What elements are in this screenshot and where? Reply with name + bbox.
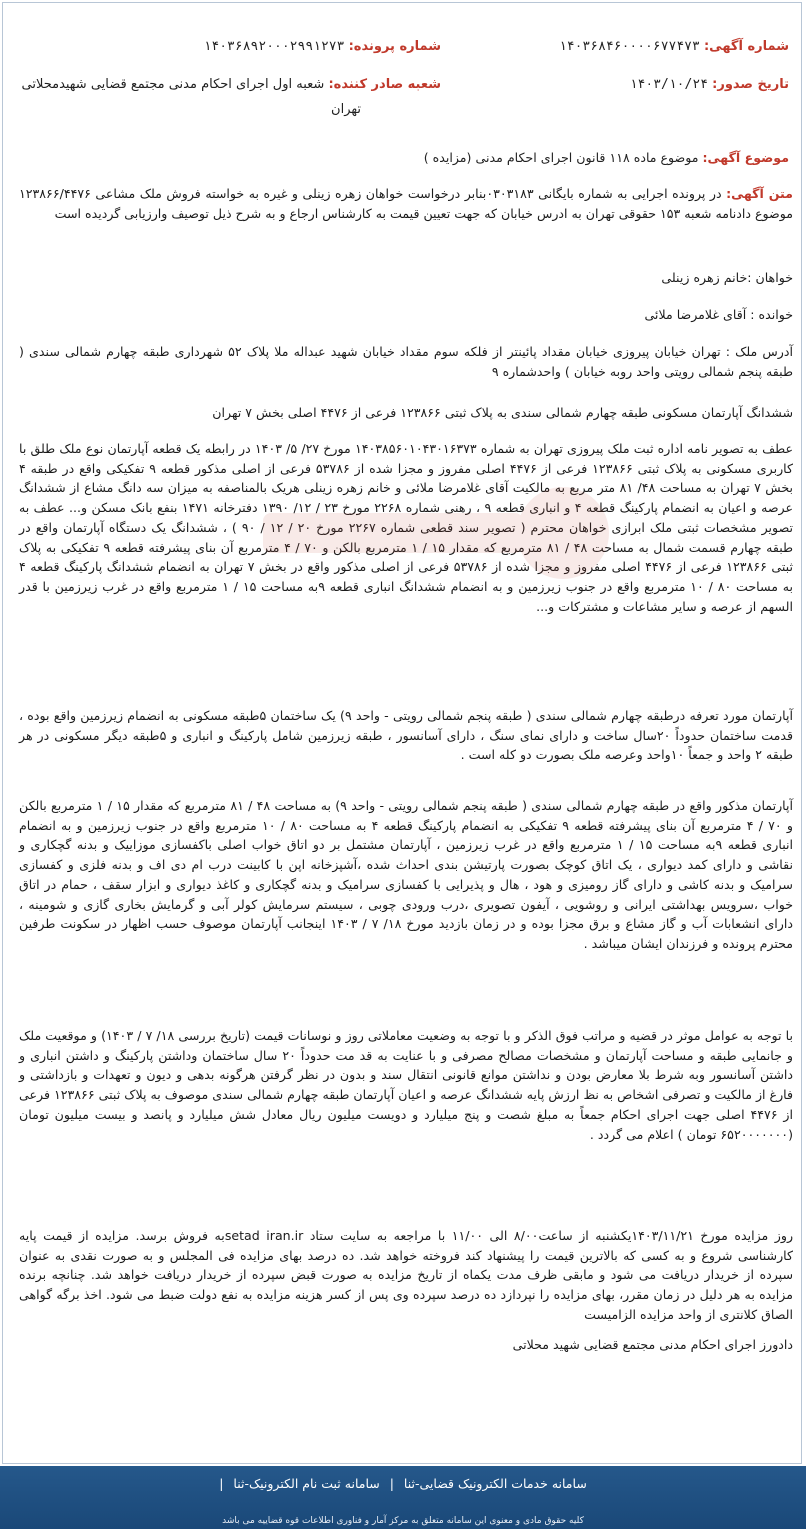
ad-number-row [559, 39, 789, 54]
apartment-paragraph: آپارتمان مذکور واقع در طبقه چهارم شمالی سندی ( طبقه پنجم شمالی رویتی - واحد ۹) به مساحت ۴۸ / ۸۱ مترمربع که مقدار ۱۵ / ۱ مترمربع بالکن و ۷۰ / ۴ مترمربع آن بنای پیشرفته قطعه ۹ تفکیکی به انضمام پارکینگ قطعه ۴ به مساحت ۸۰ / ۱۰ مترمربع واقع در جنوب زیرزمین و به انضمام انباری قطعه ۹به مساحت ۱۵ / ۱ مترمربع واقع در غرب زیرزمین ، آپارتمان مشتمل بر دو اتاق خواب اصلی باکفسازی موزاییک و بدنه گچکاری و نقاشی و دارای کمد دیواری ، یک اتاق کوچک بصورت پارتیشن بندی احداث شده ،آشپزخانه اپن با کابینت درب ام دی اف و بدنه فلزی و کفسازی سرامیک و بدنه کاشی و دارای گاز رومیزی و هود ، هال و پذیرایی با کفسازی سرامیک و بدنه گچکاری و کاغذ دیواری و ابزار سقف ، حمام در اتاق خواب ،سرویس بهداشتی ایرانی و روشویی ، آیفون تصویری ،درب ورودی چوبی ، سیستم سرمایش کولر آبی و گرمایش بخاری گازی و شومینه ، دارای انشعابات آب و گاز مشاع و برق مجزا بوده و در زمان بازدید مورخ ۱۸/ ۷ / ۱۴۰۳ اینجانب آپارتمان موصوف حسب اظهار در سکونت طرفین محترم پرونده و فرزندان ایشان میباشد . [19, 798, 794, 951]
notice-document [2, 2, 802, 1464]
issue-date-label: تاریخ صدور: [712, 77, 789, 92]
ad-number-label: شماره آگهی: [703, 39, 789, 54]
footer-links [0, 1476, 806, 1491]
case-number-label: شماره پرونده: [348, 39, 441, 54]
footer-link-sana-register[interactable]: سامانه ثبت نام الکترونیک-ثنا [233, 1476, 380, 1491]
issue-date-row [630, 77, 789, 92]
property-share: ششدانگ آپارتمان مسکونی طبقه چهارم شمالی سندی به پلاک ثبتی ۱۲۳۸۶۶ فرعی از ۴۴۷۶ اصلی بخش ۷ تهران [212, 405, 793, 420]
signature: دادورز اجرای احکام مدنی مجتمع قضایی شهید محلاتی [512, 1337, 793, 1352]
footer-copyright: کلیه حقوق مادی و معنوی این سامانه متعلق به مرکز آمار و فناوری اطلاعات قوه قضاییه می باشد [222, 1516, 584, 1526]
property-address: آدرس ملک : تهران خیابان پیروزی خیابان مقداد پائینتر از فلکه سوم مقداد خیابان شهید عبداله ملا پلاک ۵۲ شهرداری طبقه چهارم شمالی سندی ( طبقه پنجم شمالی رویتی واحد روبه خیابان ) واحدشماره ۹ [19, 344, 793, 379]
building-paragraph: آپارتمان مورد تعرفه درطبقه چهارم شمالی سندی ( طبقه پنجم شمالی رویتی - واحد ۹) یک ساختمان ۵طبقه مسکونی به انضمام زیرزمین واقع بوده ، قدمت ساختمان حدوداً ۲۰سال ساخت و دارای نمای سنگ ، دارای آسانسور ، طبقه زیرزمین شامل پارکینگ و انباری و ۵طبقه دیگر مسکونی در هر طبقه ۲ واحد و جمعاً ۱۰واحد وعرصه ملک بصورت دو کله است . [19, 708, 793, 763]
footer-separator: | [389, 1476, 394, 1491]
auction-paragraph: روز مزایده مورخ ۱۴۰۳/۱۱/۲۱یکشنبه از ساعت۸/۰۰ الی ۱۱/۰۰ با مراجعه به سایت ستاد setad iran.irبه فروش برسد. مزایده از قیمت پایه کارشناسی شروع و به کسی که بالاترین قیمت را پیشنهاد کند فروخته خواهد شد. ده درصد بهای مزایده فی المجلس و به صورت نقدی به عنوان سپرده از خریدار دریافت می شود و مابقی ظرف مدت یکماه از تاریخ مزایده به صورت قبض سپرده از خریدار دریافت خواهد شد. چنانچه برنده مزایده به هر دلیل در زمان مقرر، بهای مزایده را نپردازد ده درصد سپرده وی پس از کسر هزینه مزایده به نفع دولت ضبط می شود. اخذ برگه گواهی الصاق کلانتری از واحد مزایده الزامیست [19, 1228, 794, 1322]
body-intro [19, 184, 793, 223]
body-intro-text: در پرونده اجرایی به شماره بایگانی ۰۳۰۳۱۸۳بنابر درخواست خواهان زهره زینلی و غیره به خواسته فروش ملک مشاعی ۱۲۳۸۶۶/۴۴۷۶ موضوع دادنامه شعبه ۱۵۳ حقوقی تهران به ادرس خیابان که جهت تعیین قیمت به کارشناس ارجاع و به شرح ذیل توصیف وارزیابی گردیده است [19, 186, 793, 221]
issuer-line1: شعبه اول اجرای احکام مدنی مجتمع قضایی شهیدمحلاتی [21, 77, 325, 92]
subject-text: موضوع ماده ۱۱۸ قانون اجرای احکام مدنی (مزایده ) [423, 150, 699, 165]
body-text-label: متن آگهی: [726, 186, 793, 201]
defendant: خوانده : آقای غلامرضا ملائی [644, 307, 793, 322]
site-footer [0, 1466, 806, 1529]
footer-separator-2: | [219, 1476, 224, 1491]
issuer-label: شعبه صادر کننده: [328, 77, 441, 92]
registration-paragraph: عطف به تصویر نامه اداره ثبت ملک پیروزی تهران به شماره ۱۴۰۳۸۵۶۰۱۰۴۳۰۱۶۳۷۳ مورخ ۲۷/ ۵/ ۱۴۰۳ در رابطه یک قطعه آپارتمان نوع ملک طلق با کاربری مسکونی به پلاک ثبتی ۱۲۳۸۶۶ فرعی از ۴۴۷۶ اصلی مفروز و مجزا شده از ۵۳۷۸۶ فرعی از اصلی مذکور قطعه ۹ تفکیکی واقع در طبقه ۴ بخش ۷ تهران به مساحت ۴۸/ ۸۱ متر مربع به مالکیت آقای غلامرضا ملائی و خانم زهره زینلی هریک بالمناصفه به میزان سه دانگ مشاع از ششدانگ عرصه و اعیان به انضمام پارکینگ قطعه ۴ و انباری قطعه ۹ ، رهنی شماره ۲۲۶۸ مورخ ۲۳ / ۱۲/ ۱۳۹۰ دفترخانه ۱۴۷۱ بنفع بانک مسکن و... عطف به تصویر مشخصات ثبتی ملک ابرازی خواهان محترم ( تصویر سند قطعی شماره ۲۲۶۷ مورخ ۲۰ / ۱۲ / ۹۰ ) ، ششدانگ یک دستگاه آپارتمان واقع در طبقه چهارم قسمت شمال به مساحت ۴۸ / ۸۱ مترمربع که مقدار ۱۵ / ۱ مترمربع بالکن و ۷۰ / ۴ مترمربع آن بنای پیشرفته قطعه ۹ تفکیکی به پلاک ثبتی ۱۲۳۸۶۶ فرعی از ۴۴۷۶ اصلی مفروز و مجزا شده از ۵۳۷۸۶ فرعی از اصلی مذکور واقع در بخش ۷ تهران به انضمام ششدانگ پارکینگ قطعه ۴ به مساحت ۸۰ / ۱۰ مترمربع واقع در جنوب زیرزمین و به انضمام ششدانگ انباری قطعه ۹به مساحت ۱۵ / ۱ مترمربع واقع در غرب زیرزمین با قدر السهم از عرصه و سایر مشاعات و مشترکات و... [19, 441, 794, 614]
case-number-value: ۱۴۰۳۶۸۹۲۰۰۰۲۹۹۱۲۷۳ [203, 39, 345, 54]
case-number-row [204, 39, 441, 54]
ad-number-value: ۱۴۰۳۶۸۴۶۰۰۰۰۶۷۷۴۷۳ [558, 39, 700, 54]
issuer-row [22, 77, 442, 92]
subject-label: موضوع آگهی: [702, 150, 789, 165]
issuer-line2: تهران [331, 102, 361, 117]
valuation-paragraph: با توجه به عوامل موثر در قضیه و مراتب فوق الذکر و با توجه به وضعیت معاملاتی روز و نوسانات قیمت (تاریخ بررسی ۱۸/ ۷ / ۱۴۰۳) و موقعیت ملک و جانمایی طبقه و مساحت آپارتمان و مشخصات مصالح مصرفی و با عنایت به قد مت حدوداً ۲۰ سال ساختمان وداشتن پارکینگ و داشتن انباری و داشتن آسانسور وبه شرط بلا معارض بودن و نداشتن موانع قانونی انتقال سند و بدون در نظر گرفتن هرگونه بدهی و دیون و تعهدات و بازداشتی و فارغ از مالکیت و تصرفی اشخاص به نظ ارزش پایه ششدانگ عرصه و اعیان آپارتمان طبقه چهارم شمالی سندی موصوف به پلاک ثبتی ۱۲۳۸۶۶ فرعی از ۴۴۷۶ اصلی جهت اجرای احکام جمعاً به مبلغ شصت و پنج میلیارد و دویست میلیون ریال معادل شش میلیارد و پانصد و بیست میلیون تومان (۶۵۲۰۰۰۰۰۰۰ تومان ) اعلام می گردد . [19, 1028, 794, 1142]
footer-link-sana-services[interactable]: سامانه خدمات الکترونیک قضایی-ثنا [403, 1476, 587, 1491]
subject-row [424, 150, 789, 165]
plaintiff: خواهان :خانم زهره زینلی [661, 270, 793, 285]
issue-date-value: ۱۴۰۳/۱۰/۲۴ [629, 77, 708, 92]
